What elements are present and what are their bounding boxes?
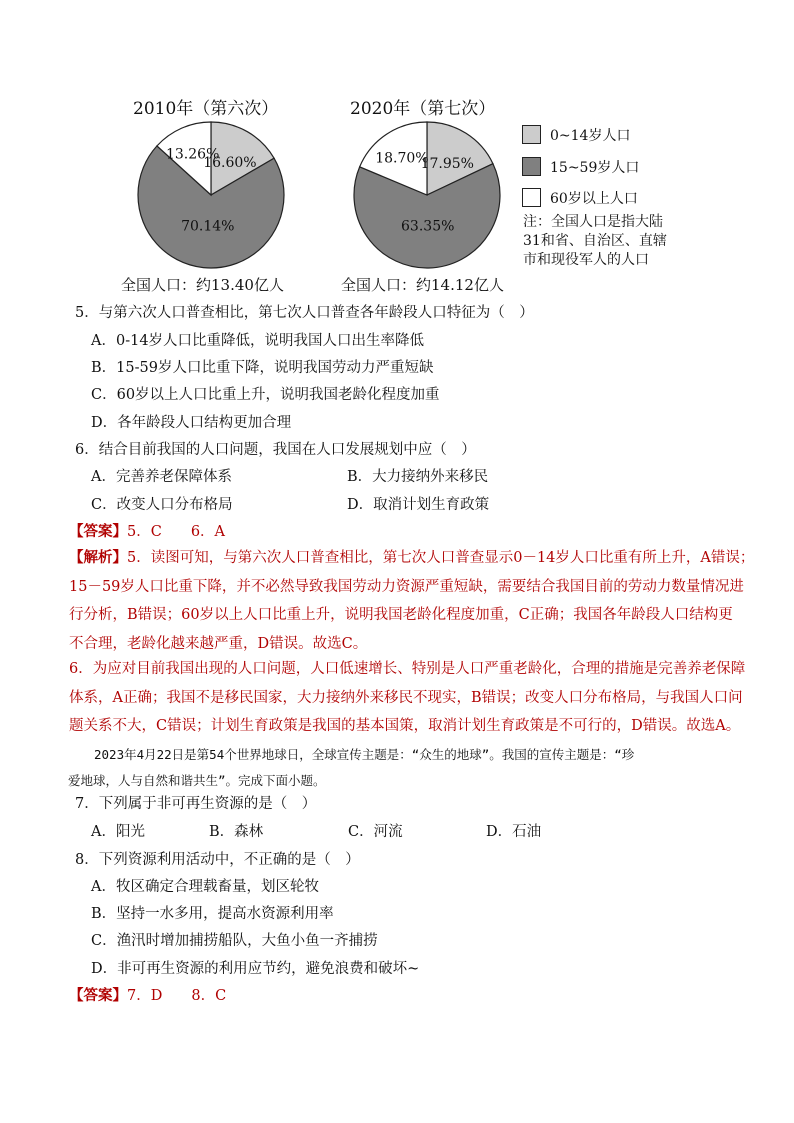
pie-label-60plus: 18.70% xyxy=(375,150,429,167)
note-line: 市和现役军人的人口 xyxy=(523,252,649,268)
legend xyxy=(522,122,722,212)
question-7-option-a: A．阳光 xyxy=(91,824,145,840)
analysis-line: 15－59岁人口比重下降，并不必然导致我国劳动力资源严重短缺，需要结合我国目前的劳动力数量情况进 xyxy=(69,578,744,595)
pie-label-60plus: 13.26% xyxy=(165,146,220,163)
passage-intro xyxy=(68,742,635,794)
analysis-tag: 【解析】 xyxy=(69,549,127,566)
chart-2020-total: 全国人口：约14.12亿人 xyxy=(341,276,504,294)
question-6-option-a: A．完善养老保障体系 xyxy=(91,469,232,485)
analysis-line: 不合理，老龄化越来越严重，D错误。故选C。 xyxy=(69,635,368,652)
question-7-option-d: D．石油 xyxy=(486,824,542,840)
chart-2020-title: 2020年（第七次） xyxy=(350,99,496,119)
question-6-option-d: D．取消计划生育政策 xyxy=(347,497,490,513)
intro-line: 爱地球，人与自然和谐共生”。完成下面小题。 xyxy=(68,773,326,788)
analysis-line: 体系，A正确；我国不是移民国家，大力接纳外来移民不现实，B错误；改变人口分布格局，与我国人口问 xyxy=(69,689,743,706)
chart-2010-title: 2010年（第六次） xyxy=(133,99,279,119)
question-8-option-c: C．渔汛时增加捕捞船队，大鱼小鱼一齐捕捞 xyxy=(91,933,378,949)
question-6-option-c: C．改变人口分布格局 xyxy=(91,497,233,513)
legend-swatch-15-59 xyxy=(522,157,541,176)
question-5-option-a: A．0-14岁人口比重降低，说明我国人口出生率降低 xyxy=(91,333,425,349)
question-8-stem: 8．下列资源利用活动中，不正确的是（ ） xyxy=(75,852,360,868)
analysis-5 xyxy=(69,544,755,658)
question-8-option-a: A．牧区确定合理载畜量，划区轮牧 xyxy=(91,879,319,895)
pie-label-15-59: 63.35% xyxy=(401,218,455,235)
pie-chart-2010 xyxy=(136,120,286,270)
answer-text: 7．D 8．C xyxy=(127,988,227,1004)
question-7-option-b: B．森林 xyxy=(209,824,264,840)
chart-2010-total: 全国人口：约13.40亿人 xyxy=(121,276,284,294)
question-7-option-c: C．河流 xyxy=(348,824,403,840)
note-line: 31和省、自治区、直辖 xyxy=(523,233,667,249)
pie-label-15-59: 70.14% xyxy=(181,218,235,235)
question-7-stem: 7．下列属于非可再生资源的是（ ） xyxy=(75,796,317,812)
pie-label-0-14: 17.95% xyxy=(420,155,474,172)
question-6-stem: 6．结合目前我国的人口问题，我国在人口发展规划中应（ ） xyxy=(75,442,476,458)
question-5-option-b: B．15-59岁人口比重下降，说明我国劳动力严重短缺 xyxy=(91,360,434,376)
question-8-option-b: B．坚持一水多用，提高水资源利用率 xyxy=(91,906,334,922)
note-line: 注：全国人口是指大陆 xyxy=(523,214,663,230)
analysis-line: 【解析】5．读图可知，与第六次人口普查相比，第七次人口普查显示0－14岁人口比重有所上升，A错误； xyxy=(69,549,755,566)
question-6-option-b: B．大力接纳外来移民 xyxy=(347,469,489,485)
question-5-stem: 5．与第六次人口普查相比，第七次人口普查各年龄段人口特征为（ ） xyxy=(75,305,534,321)
answer-text: 5．C 6．A xyxy=(127,524,226,540)
question-8-option-d: D．非可再生资源的利用应节约，避免浪费和破坏~ xyxy=(91,961,420,977)
question-5-option-d: D．各年龄段人口结构更加合理 xyxy=(91,415,292,431)
question-5-option-c: C．60岁以上人口比重上升，说明我国老龄化程度加重 xyxy=(91,387,440,403)
answer-7-8 xyxy=(69,986,226,1006)
analysis-line: 6．为应对目前我国出现的人口问题，人口低速增长、特别是人口严重老龄化，合理的措施是完善养老保障 xyxy=(69,661,746,677)
pie-chart-2020 xyxy=(352,120,502,270)
analysis-line: 题关系不大，C错误；计划生育政策是我国的基本国策，取消计划生育政策是不可行的，D错误。故选A。 xyxy=(69,718,741,734)
analysis-6 xyxy=(69,655,746,741)
answer-tag: 【答案】 xyxy=(69,987,127,1004)
intro-line: 2023年4月22日是第54个世界地球日，全球宣传主题是：“众生的地球”。我国的宣传主题是：“珍 xyxy=(94,747,635,762)
legend-label-60plus: 60岁以上人口 xyxy=(550,191,638,207)
legend-swatch-60plus xyxy=(522,188,541,207)
pie-label-0-14: 16.60% xyxy=(203,155,257,172)
legend-label-15-59: 15~59岁人口 xyxy=(550,160,640,176)
answer-tag: 【答案】 xyxy=(69,523,127,540)
legend-swatch-0-14 xyxy=(522,125,541,144)
legend-label-0-14: 0~14岁人口 xyxy=(550,128,631,144)
legend-note xyxy=(523,213,667,270)
answer-5-6 xyxy=(69,522,225,542)
analysis-line: 行分析，B错误；60岁以上人口比重上升，说明我国老龄化程度加重，C正确；我国各年龄段人口结构更 xyxy=(69,607,733,623)
